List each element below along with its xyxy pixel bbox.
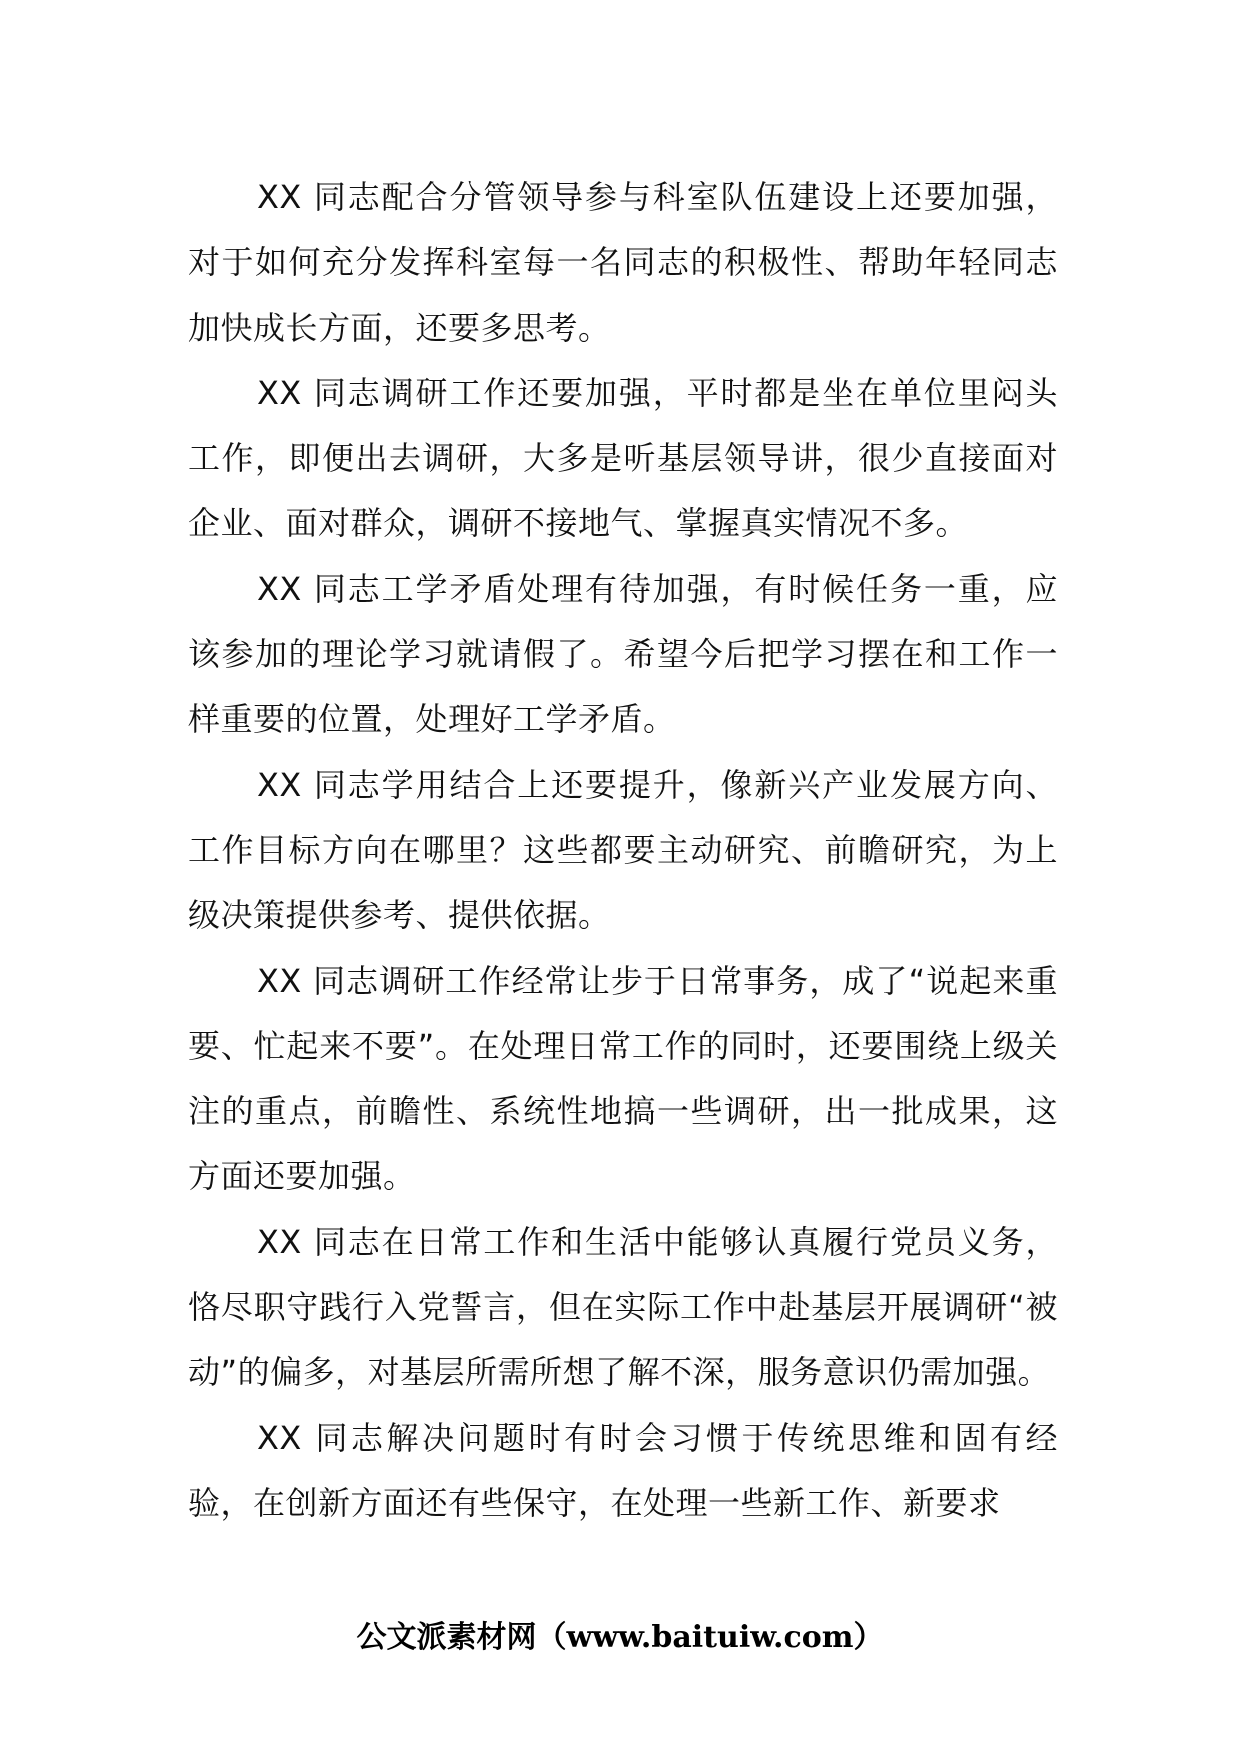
paragraph-4: XX 同志学用结合上还要提升，像新兴产业发展方向、工作目标方向在哪里？这些都要主动研究、前瞻研究，为上级决策提供参考、提供依据。 — [188, 765, 1058, 935]
paragraph-1: XX 同志配合分管领导参与科室队伍建设上还要加强，对于如何充分发挥科室每一名同志的积极性、帮助年轻同志加快成长方面，还要多思考。 — [188, 178, 1058, 347]
page-footer-source: 公文派素材网（www.baituiw.com） — [356, 1620, 884, 1655]
paragraph-2: XX 同志调研工作还要加强，平时都是坐在单位里闷头工作，即便出去调研，大多是听基层领导讲，很少直接面对企业、面对群众，调研不接地气、掌握真实情况不多。 — [188, 373, 1058, 543]
paragraph-7: XX 同志解决问题时有时会习惯于传统思维和固有经验，在创新方面还有些保守，在处理一些新工作、新要求 — [188, 1418, 1058, 1522]
paragraph-3: XX 同志工学矛盾处理有待加强，有时候任务一重，应该参加的理论学习就请假了。希望今后把学习摆在和工作一样重要的位置，处理好工学矛盾。 — [188, 569, 1058, 739]
document-body — [188, 165, 1058, 1536]
paragraph-5: XX 同志调研工作经常让步于日常事务，成了“说起来重要、忙起来不要”。在处理日常工作的同时，还要围绕上级关注的重点，前瞻性、系统性地搞一些调研，出一批成果，这方面还要加强。 — [188, 961, 1058, 1196]
paragraph-6: XX 同志在日常工作和生活中能够认真履行党员义务，恪尽职守践行入党誓言，但在实际工作中赴基层开展调研“被动”的偏多，对基层所需所想了解不深，服务意识仍需加强。 — [188, 1222, 1058, 1392]
